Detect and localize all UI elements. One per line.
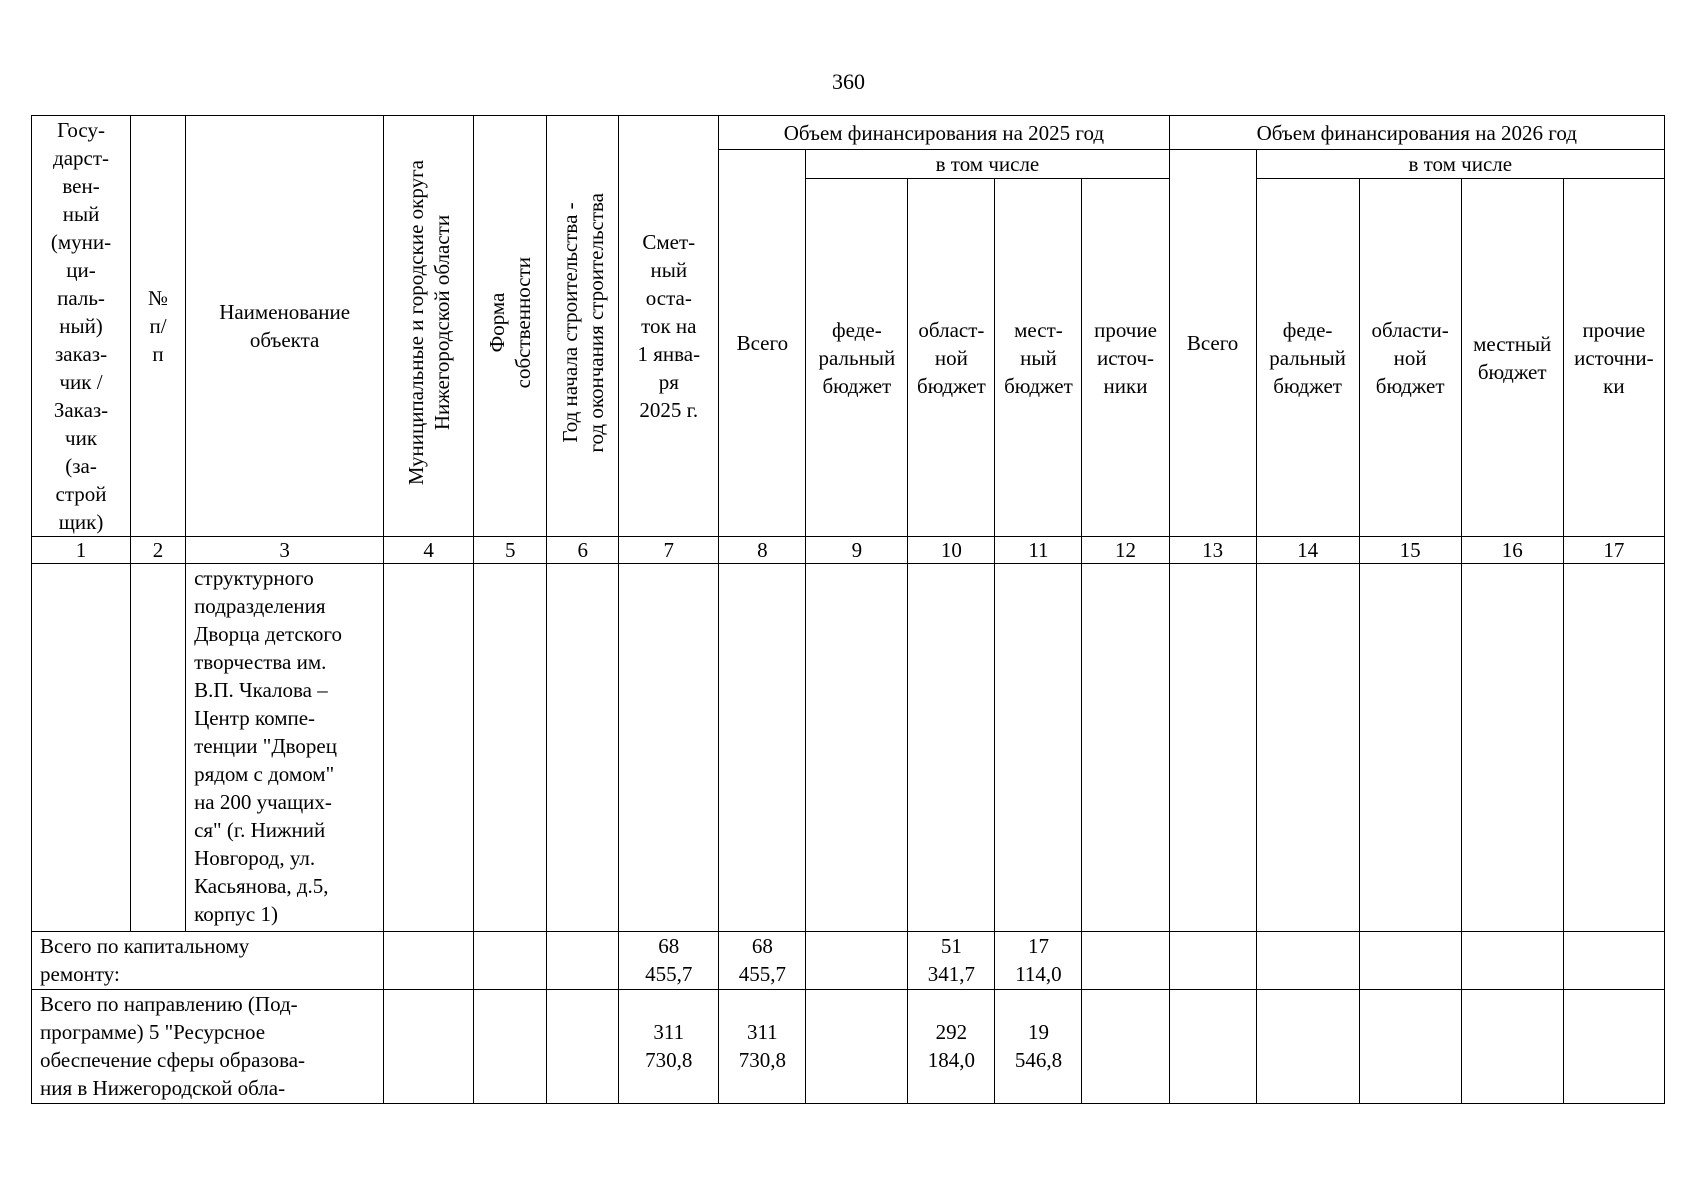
capital-repair-label: Всего по капитальному ремонту:	[32, 932, 384, 990]
capital-repair-total-row	[32, 932, 1665, 990]
column-number: 2	[131, 537, 186, 564]
cell-empty	[547, 564, 619, 932]
column-number: 1	[32, 537, 131, 564]
header-group-2026: Объем финансирования на 2026 год	[1169, 116, 1664, 150]
cell-empty	[384, 932, 474, 990]
cell-empty	[1082, 932, 1169, 990]
header-other-2026: прочие источни- ки	[1563, 179, 1664, 537]
cell-empty	[474, 990, 547, 1104]
header-construction-years-text: Год начала строительства - год окончания строительства	[557, 192, 608, 453]
cell-empty	[474, 564, 547, 932]
direction-local-2025: 19 546,8	[995, 990, 1082, 1104]
cell-empty	[1359, 564, 1461, 932]
cell-empty	[1169, 990, 1256, 1104]
column-number: 16	[1461, 537, 1563, 564]
direction-total-label: Всего по направлению (Под- программе) 5 "Ресурсное обеспечение сферы образова- ния в Нижегородской обла-	[32, 990, 384, 1104]
header-other-2025: прочие источ- ники	[1082, 179, 1169, 537]
column-number: 8	[719, 537, 806, 564]
cell-empty	[908, 564, 995, 932]
column-number: 9	[806, 537, 908, 564]
header-customer: Госу- дарст- вен- ный (муни- ци- паль- ный) заказ- чик / Заказ- чик (за- строй щик)	[32, 116, 131, 537]
cell-empty	[1359, 932, 1461, 990]
column-number: 17	[1563, 537, 1664, 564]
column-number: 13	[1169, 537, 1256, 564]
direction-estimated-balance: 311 730,8	[619, 990, 719, 1104]
cell-empty	[1461, 564, 1563, 932]
cell-empty	[1082, 564, 1169, 932]
header-municipality-text: Муниципальные и городские округа Нижегородской области	[403, 159, 454, 486]
header-estimated-balance: Смет- ный оста- ток на 1 янва- ря 2025 г.	[619, 116, 719, 537]
cell-empty	[1256, 564, 1359, 932]
cell-empty	[806, 564, 908, 932]
column-number: 7	[619, 537, 719, 564]
header-local-2026: местный бюджет	[1461, 179, 1563, 537]
header-object-name: Наименование объекта	[186, 116, 384, 537]
header-regional-2025: област- ной бюджет	[908, 179, 995, 537]
column-number: 15	[1359, 537, 1461, 564]
cell-empty	[619, 564, 719, 932]
header-row-number: № п/ п	[131, 116, 186, 537]
column-number: 10	[908, 537, 995, 564]
column-number-row	[32, 537, 1665, 564]
header-regional-2026: области- ной бюджет	[1359, 179, 1461, 537]
cell-empty	[1082, 990, 1169, 1104]
cell-empty	[32, 564, 131, 932]
column-number: 11	[995, 537, 1082, 564]
direction-regional-2025: 292 184,0	[908, 990, 995, 1104]
cell-empty	[547, 990, 619, 1104]
cell-empty	[384, 990, 474, 1104]
capital-repair-estimated-balance: 68 455,7	[619, 932, 719, 990]
cell-empty	[1169, 932, 1256, 990]
header-federal-2025: феде- ральный бюджет	[806, 179, 908, 537]
capital-repair-regional-2025: 51 341,7	[908, 932, 995, 990]
column-number: 3	[186, 537, 384, 564]
cell-empty	[1563, 564, 1664, 932]
cell-empty	[995, 564, 1082, 932]
header-construction-years	[547, 116, 619, 537]
header-federal-2026: феде- ральный бюджет	[1256, 179, 1359, 537]
page-number: 360	[832, 69, 865, 94]
direction-total-row	[32, 990, 1665, 1104]
object-name-cell: структурного подразделения Дворца детского творчества им. В.П. Чкалова – Центр компе- тенции "Дворец рядом с домом" на 200 учащих- ся" (г. Нижний Новгород, ул. Касьянова, д.5, корпус 1)	[186, 564, 384, 932]
cell-empty	[1256, 990, 1359, 1104]
cell-empty	[806, 990, 908, 1104]
cell-empty	[547, 932, 619, 990]
financing-table	[31, 115, 1665, 1104]
column-number: 14	[1256, 537, 1359, 564]
header-including-2026: в том числе	[1256, 150, 1664, 179]
header-including-2025: в том числе	[806, 150, 1169, 179]
header-municipality	[384, 116, 474, 537]
header-total-2025: Всего	[719, 150, 806, 537]
cell-empty	[719, 564, 806, 932]
cell-empty	[1563, 990, 1664, 1104]
cell-empty	[1563, 932, 1664, 990]
direction-total-2025: 311 730,8	[719, 990, 806, 1104]
cell-empty	[474, 932, 547, 990]
capital-repair-local-2025: 17 114,0	[995, 932, 1082, 990]
table-row	[32, 564, 1665, 932]
header-local-2025: мест- ный бюджет	[995, 179, 1082, 537]
header-total-2026: Всего	[1169, 150, 1256, 537]
cell-empty	[1461, 932, 1563, 990]
cell-empty	[1169, 564, 1256, 932]
header-group-2025: Объем финансирования на 2025 год	[719, 116, 1169, 150]
column-number: 5	[474, 537, 547, 564]
cell-empty	[806, 932, 908, 990]
column-number: 12	[1082, 537, 1169, 564]
column-number: 6	[547, 537, 619, 564]
capital-repair-total-2025: 68 455,7	[719, 932, 806, 990]
cell-empty	[384, 564, 474, 932]
header-ownership-text: Форма собственности	[485, 256, 536, 389]
cell-empty	[1359, 990, 1461, 1104]
cell-empty	[1461, 990, 1563, 1104]
cell-empty	[1256, 932, 1359, 990]
header-ownership	[474, 116, 547, 537]
cell-empty	[131, 564, 186, 932]
column-number: 4	[384, 537, 474, 564]
